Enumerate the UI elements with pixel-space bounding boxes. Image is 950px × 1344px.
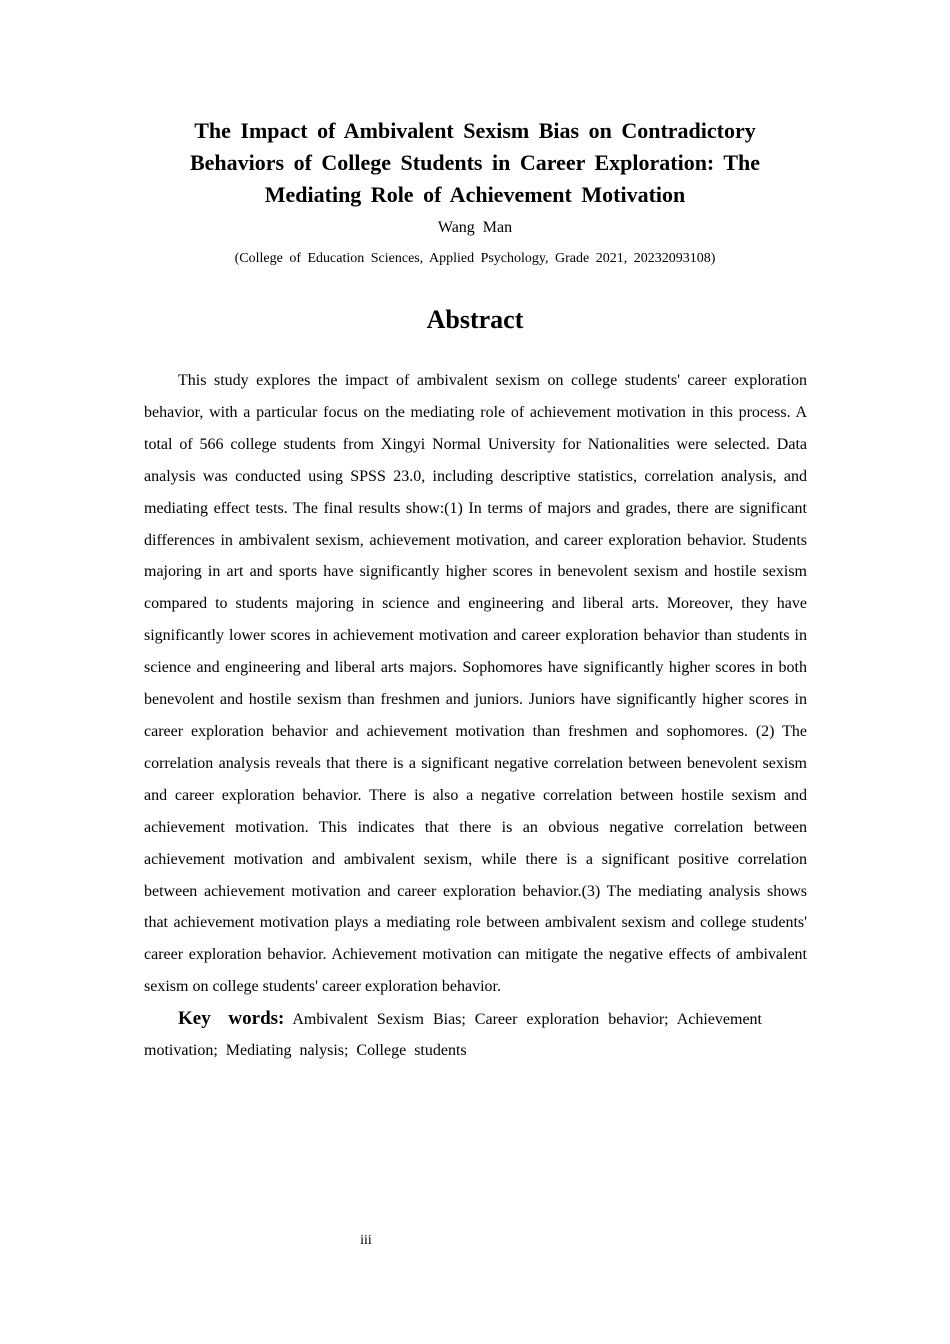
page-number: iii — [360, 1233, 372, 1248]
keywords-label: Key words: — [178, 1008, 285, 1029]
author-affiliation: (College of Education Sciences, Applied Psychology, Grade 2021, 20232093108) — [234, 251, 716, 266]
paper-title: The Impact of Ambivalent Sexism Bias on Contradictory Behaviors of College Students in Career Exploration: The Mediating Role of Achievement Motivation — [189, 118, 761, 207]
abstract-body: This study explores the impact of ambivalent sexism on college students' career exploration behavior, with a particular focus on the mediating role of achievement motivation in this process. A total of 566 college students from Xingyi Normal University for Nationalities were selected. Data analysis was conducted using SPSS 23.0, including descriptive statistics, correlation analysis, and mediating effect tests. The final results show:(1) In terms of majors and grades, there are significant differences in ambivalent sexism, achievement motivation, and career exploration behavior. Students majoring in art and sports have significantly higher scores in benevolent sexism and hostile sexism compared to students majoring in science and engineering and liberal arts. Moreover, they have significantly lower scores in achievement motivation and career exploration behavior than students in science and engineering and liberal arts majors. Sophomores have significantly higher scores in both benevolent and hostile sexism than freshmen and juniors. Juniors have significantly higher scores in career exploration behavior and achievement motivation than freshmen and sophomores. (2) The correlation analysis reveals that there is a significant negative correlation between benevolent sexism and career exploration behavior. There is also a negative correlation between hostile sexism and achievement motivation. This indicates that there is an obvious negative correlation between achievement motivation and ambivalent sexism, while there is a significant positive correlation between achievement motivation and career exploration behavior.(3) The mediating analysis shows that achievement motivation plays a mediating role between ambivalent sexism and college students' career exploration behavior. Achievement motivation can mitigate the negative effects of ambivalent sexism on college students' career exploration behavior. — [144, 372, 807, 996]
keywords-paragraph — [144, 1003, 762, 1066]
abstract-heading: Abstract — [426, 305, 524, 334]
author-name: Wang Man — [437, 219, 513, 236]
keywords-list: Ambivalent Sexism Bias; Career exploration behavior; Achievement motivation; Mediating nalysis; College students — [144, 1011, 763, 1059]
